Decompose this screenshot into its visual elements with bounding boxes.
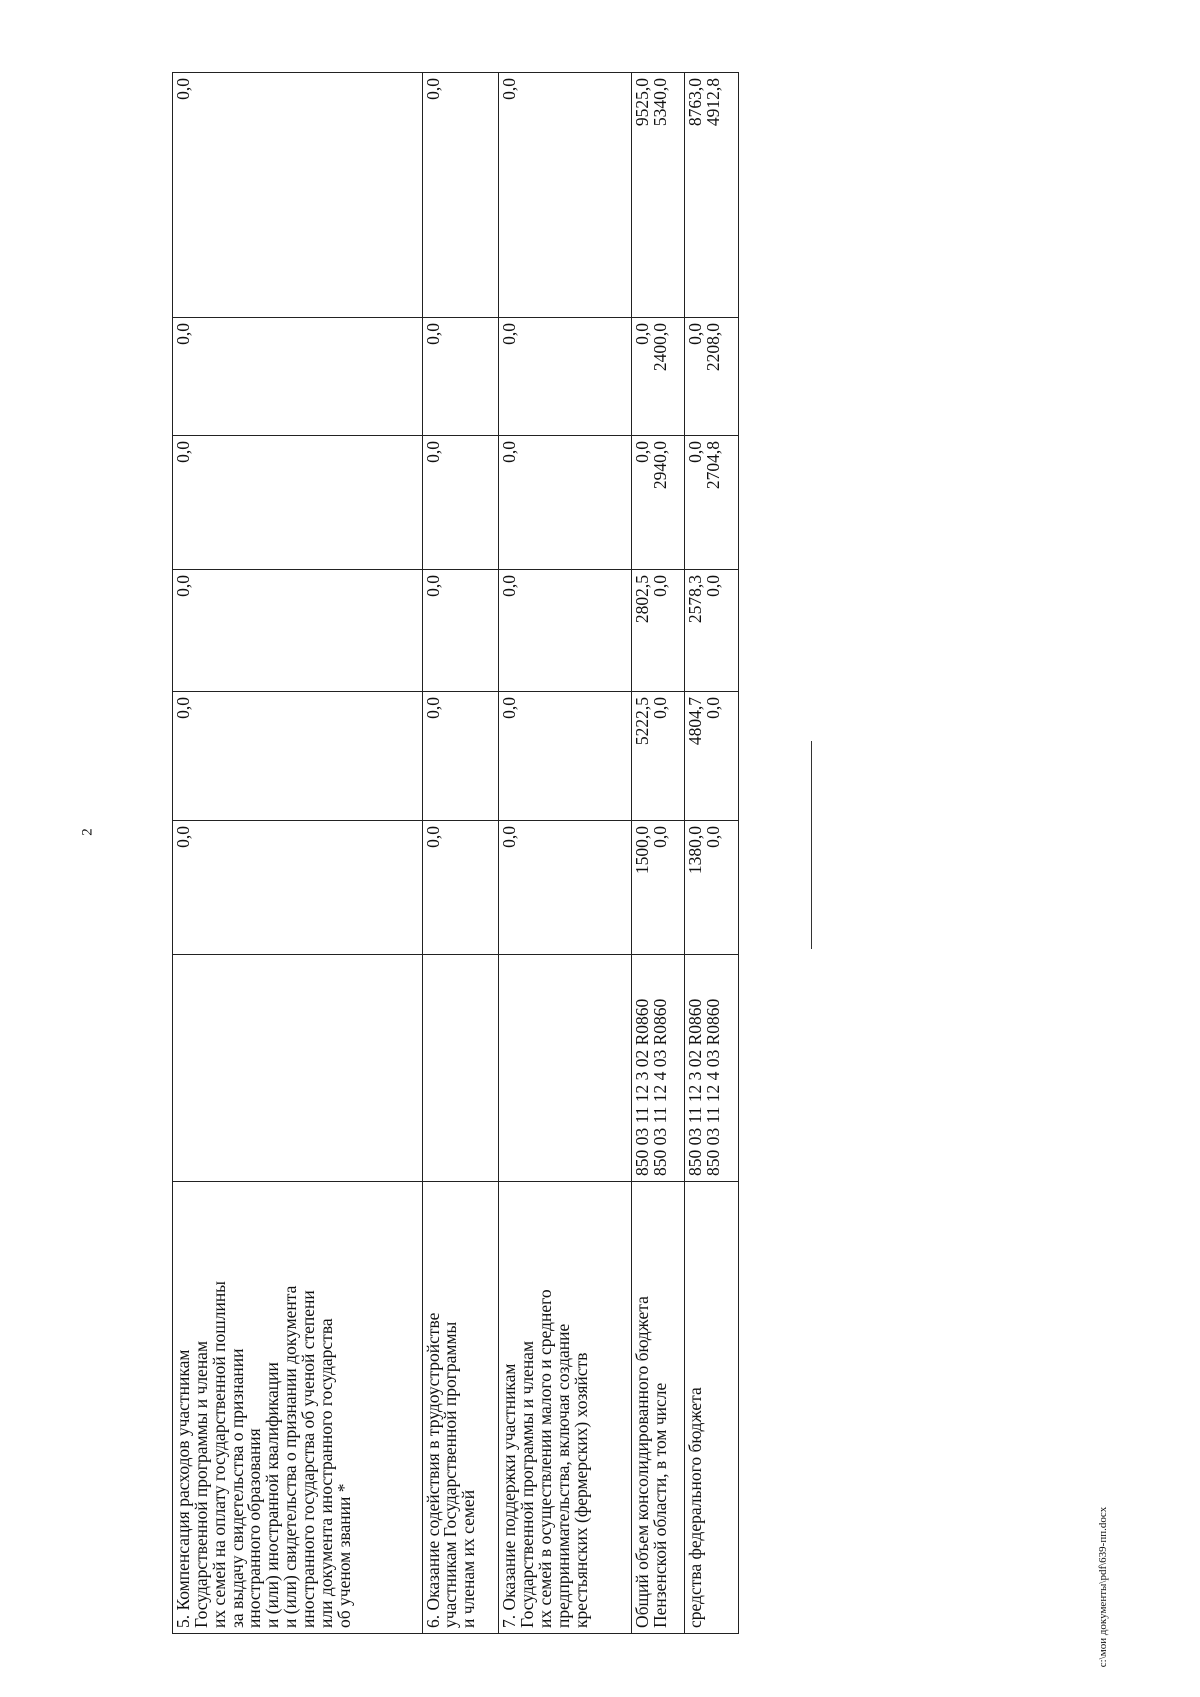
- value-cell: 0,0: [499, 570, 632, 692]
- row-description: средства федерального бюджета: [685, 1182, 739, 1634]
- row-description: Общий объем консолидированного бюджета Пензенской области, в том числе: [632, 1182, 685, 1634]
- table-row: [499, 73, 632, 1634]
- value-cell: 0,0 2704,8: [685, 436, 739, 570]
- value-cell: 0,0: [422, 821, 499, 955]
- value-cell: 8763,0 4912,8: [685, 73, 739, 318]
- budget-code: [173, 955, 423, 1182]
- value-cell: 0,0: [422, 318, 499, 436]
- value-cell: 0,0: [422, 692, 499, 821]
- value-cell: 0,0: [173, 692, 423, 821]
- table-row: [685, 73, 739, 1634]
- value-cell: 0,0 2940,0: [632, 436, 685, 570]
- separator-line: [811, 741, 812, 949]
- value-cell: 2802,5 0,0: [632, 570, 685, 692]
- value-cell: 0,0: [422, 436, 499, 570]
- table-row: [632, 73, 685, 1634]
- budget-code: 850 03 11 12 3 02 R0860 850 03 11 12 4 03 R0860: [685, 955, 739, 1182]
- table-row: [422, 73, 499, 1634]
- value-cell: 0,0: [422, 570, 499, 692]
- row-description: 7. Оказание поддержки участникам Государственной программы и членам их семей в осуществлении малого и среднего предпринимательства, включая создание крестьянских (фермерских) хозяйств: [499, 1182, 632, 1634]
- rotated-table-container: [172, 73, 739, 1634]
- value-cell: 0,0: [422, 73, 499, 318]
- value-cell: 0,0: [173, 73, 423, 318]
- value-cell: 4804,7 0,0: [685, 692, 739, 821]
- value-cell: 0,0: [499, 318, 632, 436]
- budget-table: [172, 72, 739, 1634]
- value-cell: 0,0: [173, 436, 423, 570]
- value-cell: 5222,5 0,0: [632, 692, 685, 821]
- value-cell: 0,0: [499, 73, 632, 318]
- value-cell: 0,0: [173, 570, 423, 692]
- table-row: [173, 73, 423, 1634]
- row-description: 5. Компенсация расходов участникам Государственной программы и членам их семей на оплату государственной пошлины за выдачу свидетельства о признании иностранного образования и (или) иностранной квалификации и (или) свидетельства о признании документа иностранного государства об ученой степени или документа иностранного государства об ученом звании *: [173, 1182, 423, 1634]
- value-cell: 0,0: [499, 436, 632, 570]
- budget-code: [499, 955, 632, 1182]
- value-cell: 0,0 2400,0: [632, 318, 685, 436]
- footer-file-path: c:\мои документы\pdf\639-пп.docx: [1097, 1506, 1109, 1668]
- page-number: 2: [79, 828, 96, 836]
- budget-code: 850 03 11 12 3 02 R0860 850 03 11 12 4 03 R0860: [632, 955, 685, 1182]
- value-cell: 0,0 2208,0: [685, 318, 739, 436]
- value-cell: 0,0: [173, 318, 423, 436]
- value-cell: 1500,0 0,0: [632, 821, 685, 955]
- value-cell: 2578,3 0,0: [685, 570, 739, 692]
- value-cell: 1380,0 0,0: [685, 821, 739, 955]
- value-cell: 0,0: [499, 821, 632, 955]
- row-description: 6. Оказание содействия в трудоустройстве участникам Государственной программы и членам их семей: [422, 1182, 499, 1634]
- value-cell: 0,0: [499, 692, 632, 821]
- budget-code: [422, 955, 499, 1182]
- value-cell: 0,0: [173, 821, 423, 955]
- value-cell: 9525,0 5340,0: [632, 73, 685, 318]
